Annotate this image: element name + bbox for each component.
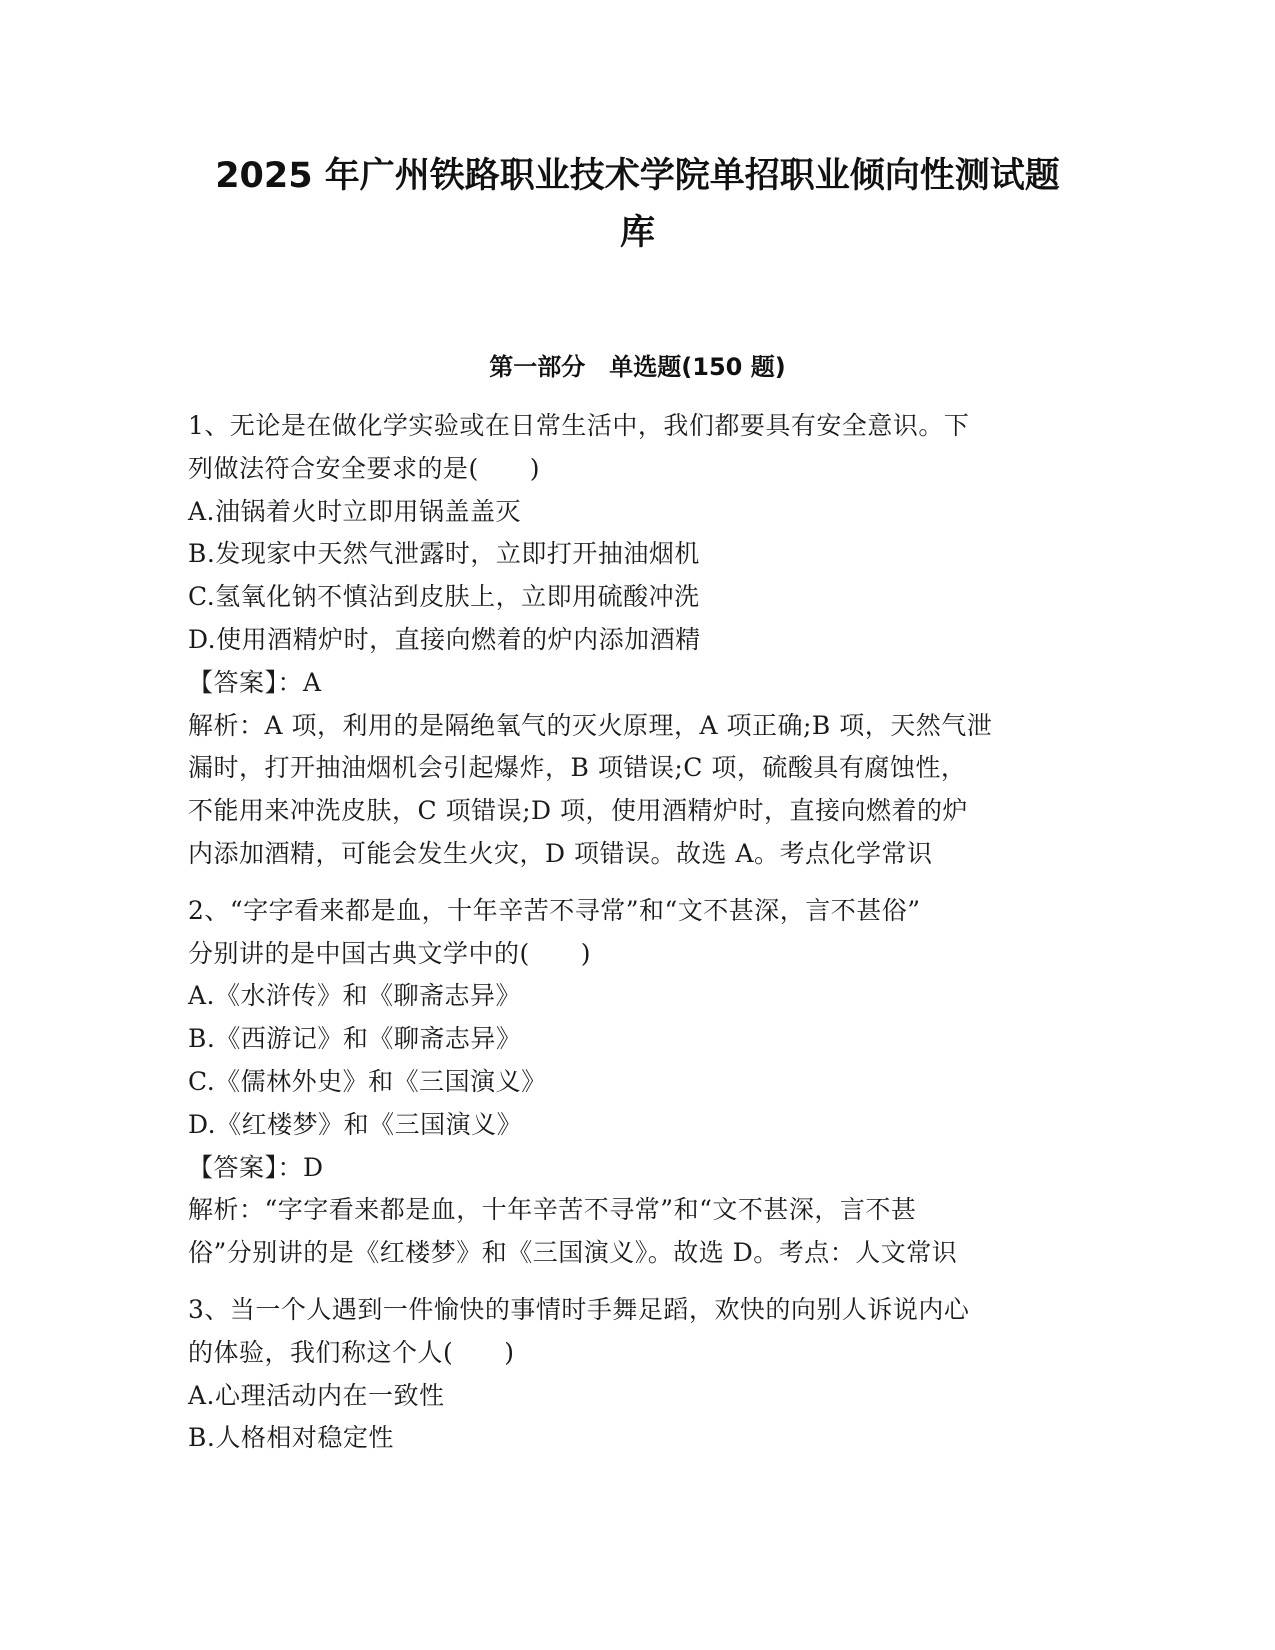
question-list — [188, 405, 1088, 1474]
option-b: B.人格相对稳定性 — [188, 1423, 394, 1453]
question-stem-line: 列做法符合安全要求的是( ) — [188, 453, 541, 483]
option-b: B.发现家中天然气泄露时，立即打开抽油烟机 — [188, 539, 700, 569]
option-a: A.心理活动内在一致性 — [188, 1380, 445, 1410]
section-heading: 第一部分 单选题(150 题) — [489, 353, 786, 381]
question-2 — [188, 890, 1088, 1275]
option-a: A.油锅着火时立即用锅盖盖灭 — [188, 496, 522, 526]
answer-line: 【答案】：A — [188, 667, 322, 697]
question-stem-line: 分别讲的是中国古典文学中的( ) — [188, 938, 592, 968]
option-a: A.《水浒传》和《聊斋志异》 — [188, 981, 522, 1011]
question-1 — [188, 405, 1088, 876]
question-stem-line: 2、“字字看来都是血，十年辛苦不寻常”和“文不甚深，言不甚俗” — [188, 895, 921, 925]
option-c: C.《儒林外史》和《三国演义》 — [188, 1066, 547, 1096]
answer-line: 【答案】：D — [188, 1152, 324, 1182]
option-c: C.氢氧化钠不慎沾到皮肤上，立即用硫酸冲洗 — [188, 582, 700, 612]
analysis-line: 漏时，打开抽油烟机会引起爆炸，B 项错误;C 项，硫酸具有腐蚀性， — [188, 753, 967, 783]
document-title-line-1: 2025 年广州铁路职业技术学院单招职业倾向性测试题 — [215, 156, 1060, 196]
question-stem-line: 1、无论是在做化学实验或在日常生活中，我们都要具有安全意识。下 — [188, 411, 970, 440]
document-title-line-2: 库 — [619, 213, 655, 253]
question-stem-line: 的体验，我们称这个人( ) — [188, 1337, 515, 1367]
analysis-line: 内添加酒精，可能会发生火灾，D 项错误。故选 A。考点化学常识 — [188, 838, 933, 868]
question-3 — [188, 1289, 1088, 1460]
option-d: D.使用酒精炉时，直接向燃着的炉内添加酒精 — [188, 624, 701, 654]
analysis-line: 解析：A 项，利用的是隔绝氧气的灭火原理，A 项正确;B 项，天然气泄 — [188, 710, 993, 740]
document-title — [150, 148, 1125, 262]
analysis-line: 解析：“字字看来都是血，十年辛苦不寻常”和“文不甚深，言不甚 — [188, 1195, 917, 1225]
option-b: B.《西游记》和《聊斋志异》 — [188, 1024, 522, 1054]
question-stem-line: 3、当一个人遇到一件愉快的事情时手舞足蹈，欢快的向别人诉说内心 — [188, 1294, 970, 1324]
analysis-line: 不能用来冲洗皮肤，C 项错误;D 项，使用酒精炉时，直接向燃着的炉 — [188, 796, 968, 826]
analysis-line: 俗”分别讲的是《红楼梦》和《三国演义》。故选 D。考点：人文常识 — [188, 1238, 958, 1268]
option-d: D.《红楼梦》和《三国演义》 — [188, 1109, 523, 1139]
